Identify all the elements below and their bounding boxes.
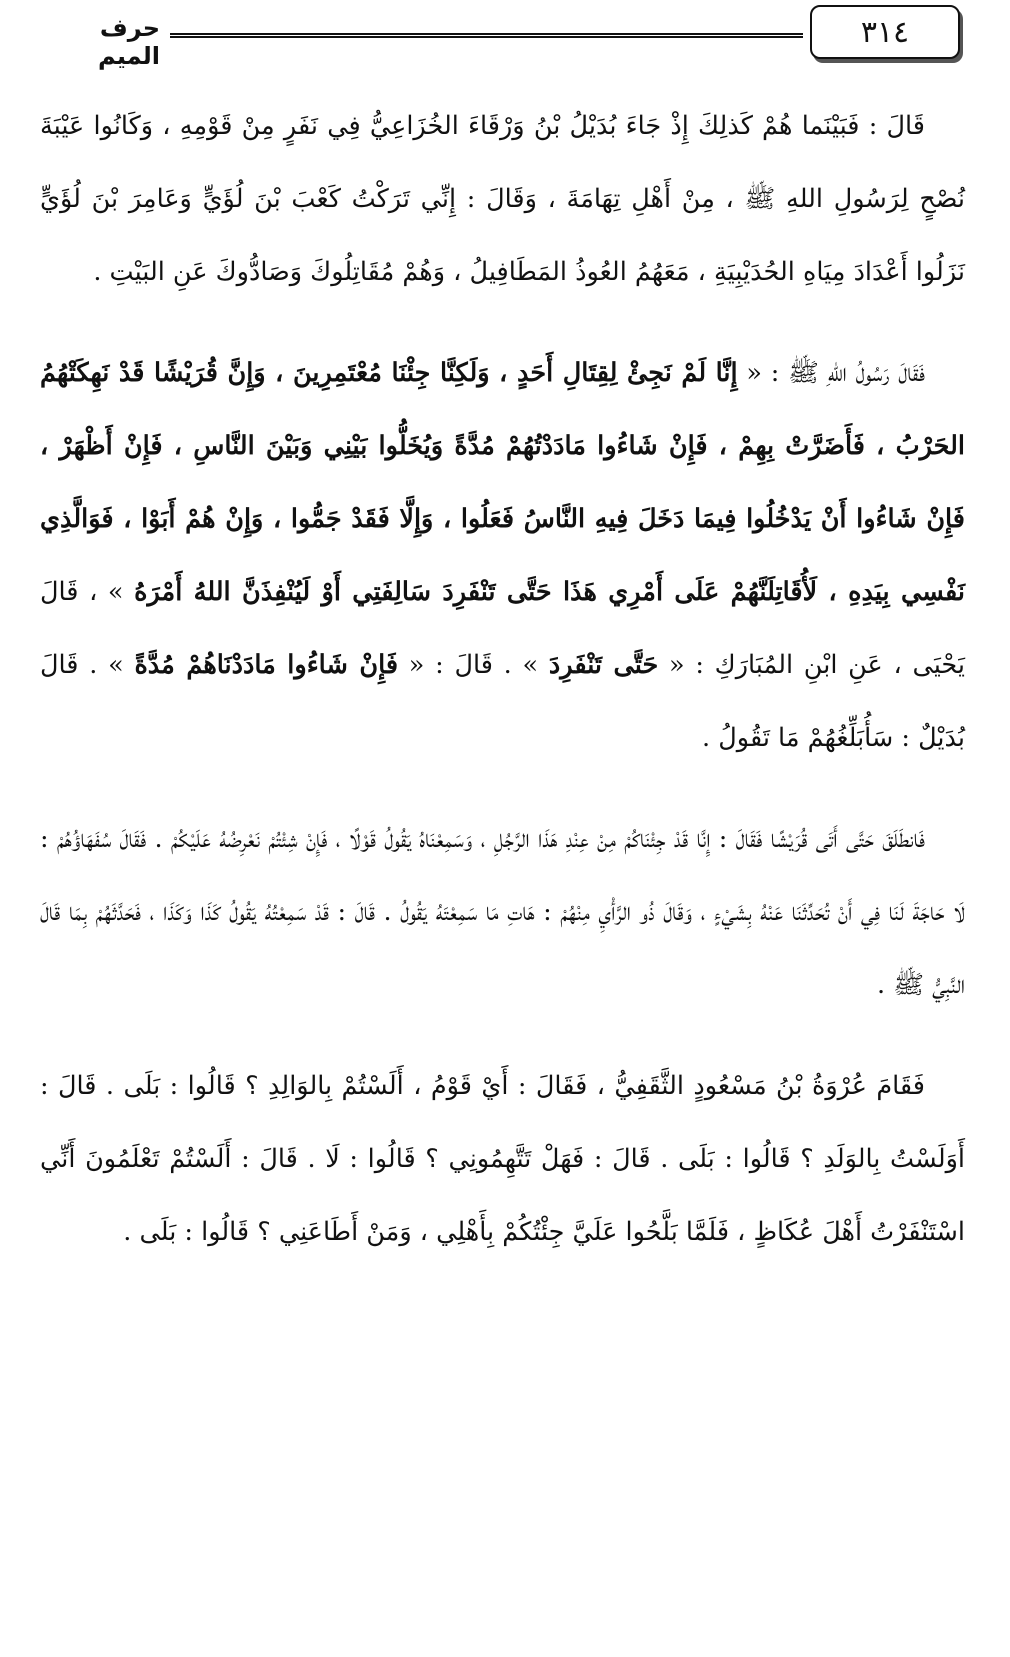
page-body xyxy=(40,90,965,1297)
page-header xyxy=(0,0,1010,70)
narration-text: » ، قَالَ يَحْيَى ، عَنِ ابْنِ المُبَارَكِ : « xyxy=(40,577,965,680)
paragraph-4 xyxy=(40,1050,965,1269)
paragraph-2 xyxy=(40,337,965,775)
hadith-quote: إِنَّا لَمْ نَجِئْ لِقِتَالِ أَحَدٍ ، وَلَكِنَّا جِئْنَا مُعْتَمِرِينَ ، وَإِنَّ قُرَيْشًا قَدْ نَهِكَتْهُمُ الحَرْبُ ، فَأَضَرَّتْ بِهِمْ ، فَإِنْ شَاءُوا مَادَدْتُهُمْ مُدَّةً وَيُخَلُّوا بَيْنِي وَبَيْنَ النَّاسِ ، فَإِنْ أَظْهَرْ ، فَإِنْ شَاءُوا أَنْ يَدْخُلُوا فِيمَا دَخَلَ فِيهِ النَّاسُ فَعَلُوا ، وَإِلَّا فَقَدْ جَمُّوا ، وَإِنْ هُمْ أَبَوْا ، فَوَالَّذِي نَفْسِي بِيَدِهِ ، لَأُقَاتِلَنَّهُمْ عَلَى أَمْرِي هَذَا حَتَّى تَنْفَرِدَ سَالِفَتِي أَوْ لَيُنْفِذَنَّ اللهُ أَمْرَهُ xyxy=(40,358,966,607)
hadith-quote: فَإِنْ شَاءُوا مَادَدْنَاهُمْ مُدَّةً xyxy=(134,650,399,680)
header-divider xyxy=(170,33,803,38)
paragraph-text: قَالَ : فَبَيْنَما هُمْ كَذلِكَ إِذْ جَاءَ بُدَيْلُ بْنُ وَرْقَاءَ الخُزَاعِيُّ فِي نَفَرٍ مِنْ قَوْمِهِ ، وَكَانُوا عَيْبَةَ نُصْحٍ لِرَسُولِ اللهِ ﷺ ، مِنْ أَهْلِ تِهَامَةَ ، وَقَالَ : إِنِّي تَرَكْتُ كَعْبَ بْنَ لُؤَيٍّ وَعَامِرَ بْنَ لُؤَيٍّ نَزَلُوا أَعْدَادَ مِيَاهِ الحُدَيْبِيَةِ ، مَعَهُمُ العُوذُ المَطَافِيلُ ، وَهُمْ مُقَاتِلُوكَ وَصَادُّوكَ عَنِ البَيْتِ . xyxy=(40,111,965,287)
narration-text: فَقَالَ رَسُولُ اللهِ ﷺ : « xyxy=(737,358,925,388)
paragraph-3 xyxy=(40,803,965,1022)
narration-text: » . قَالَ بُدَيْلٌ : سَأُبَلِّغُهُمْ مَا تَقُولُ . xyxy=(40,650,965,753)
page-number: ٣١٤ xyxy=(810,5,960,59)
paragraph-text: فَانطَلَقَ حَتَّى أَتَى قُرَيْشًا فَقَالَ : إِنَّا قَدْ جِئْنَاكُمْ مِنْ عِنْدِ هَذَا الرَّجُلِ ، وَسَمِعْنَاهُ يَقُولُ قَوْلًا ، فَإِنْ شِئْتُمْ نَعْرِضُهُ عَلَيْكُمْ . فَقَالَ سُفَهَاؤُهُمْ : لَا حَاجَةَ لَنَا فِي أَنْ تُحَدِّثَنَا عَنْهُ بِشَيْءٍ ، وَقَالَ ذُو الرَّأْيِ مِنْهُمْ : هَاتِ مَا سَمِعْتَهُ يَقُولُ . قَالَ : قَدْ سَمِعْتُهُ يَقُولُ كَذَا وَكَذَا ، فَحَدَّثَهُمْ بِمَا قَالَ النَّبِيُّ ﷺ . xyxy=(40,824,965,1000)
chapter-title: حرف الميم xyxy=(98,14,160,70)
paragraph-1 xyxy=(40,90,965,309)
narration-text: » . قَالَ : « xyxy=(398,650,549,680)
hadith-quote: حَتَّى تَنْفَرِدَ xyxy=(548,650,659,680)
paragraph-text: فَقَامَ عُرْوَةُ بْنُ مَسْعُودٍ الثَّقَفِيُّ ، فَقَالَ : أَيْ قَوْمُ ، أَلَسْتُمْ بِالوَالِدِ ؟ قَالُوا : بَلَى . قَالَ : أَوَلَسْتُ بِالوَلَدِ ؟ قَالُوا : بَلَى . قَالَ : فَهَلْ تَتَّهِمُونِي ؟ قَالُوا : لَا . قَالَ : أَلَسْتُمْ تَعْلَمُونَ أَنِّي اسْتَنْفَرْتُ أَهْلَ عُكَاظٍ ، فَلَمَّا بَلَّحُوا عَلَيَّ جِئْتُكُمْ بِأَهْلِي ، وَمَنْ أَطَاعَنِي ؟ قَالُوا : بَلَى . xyxy=(40,1071,965,1247)
